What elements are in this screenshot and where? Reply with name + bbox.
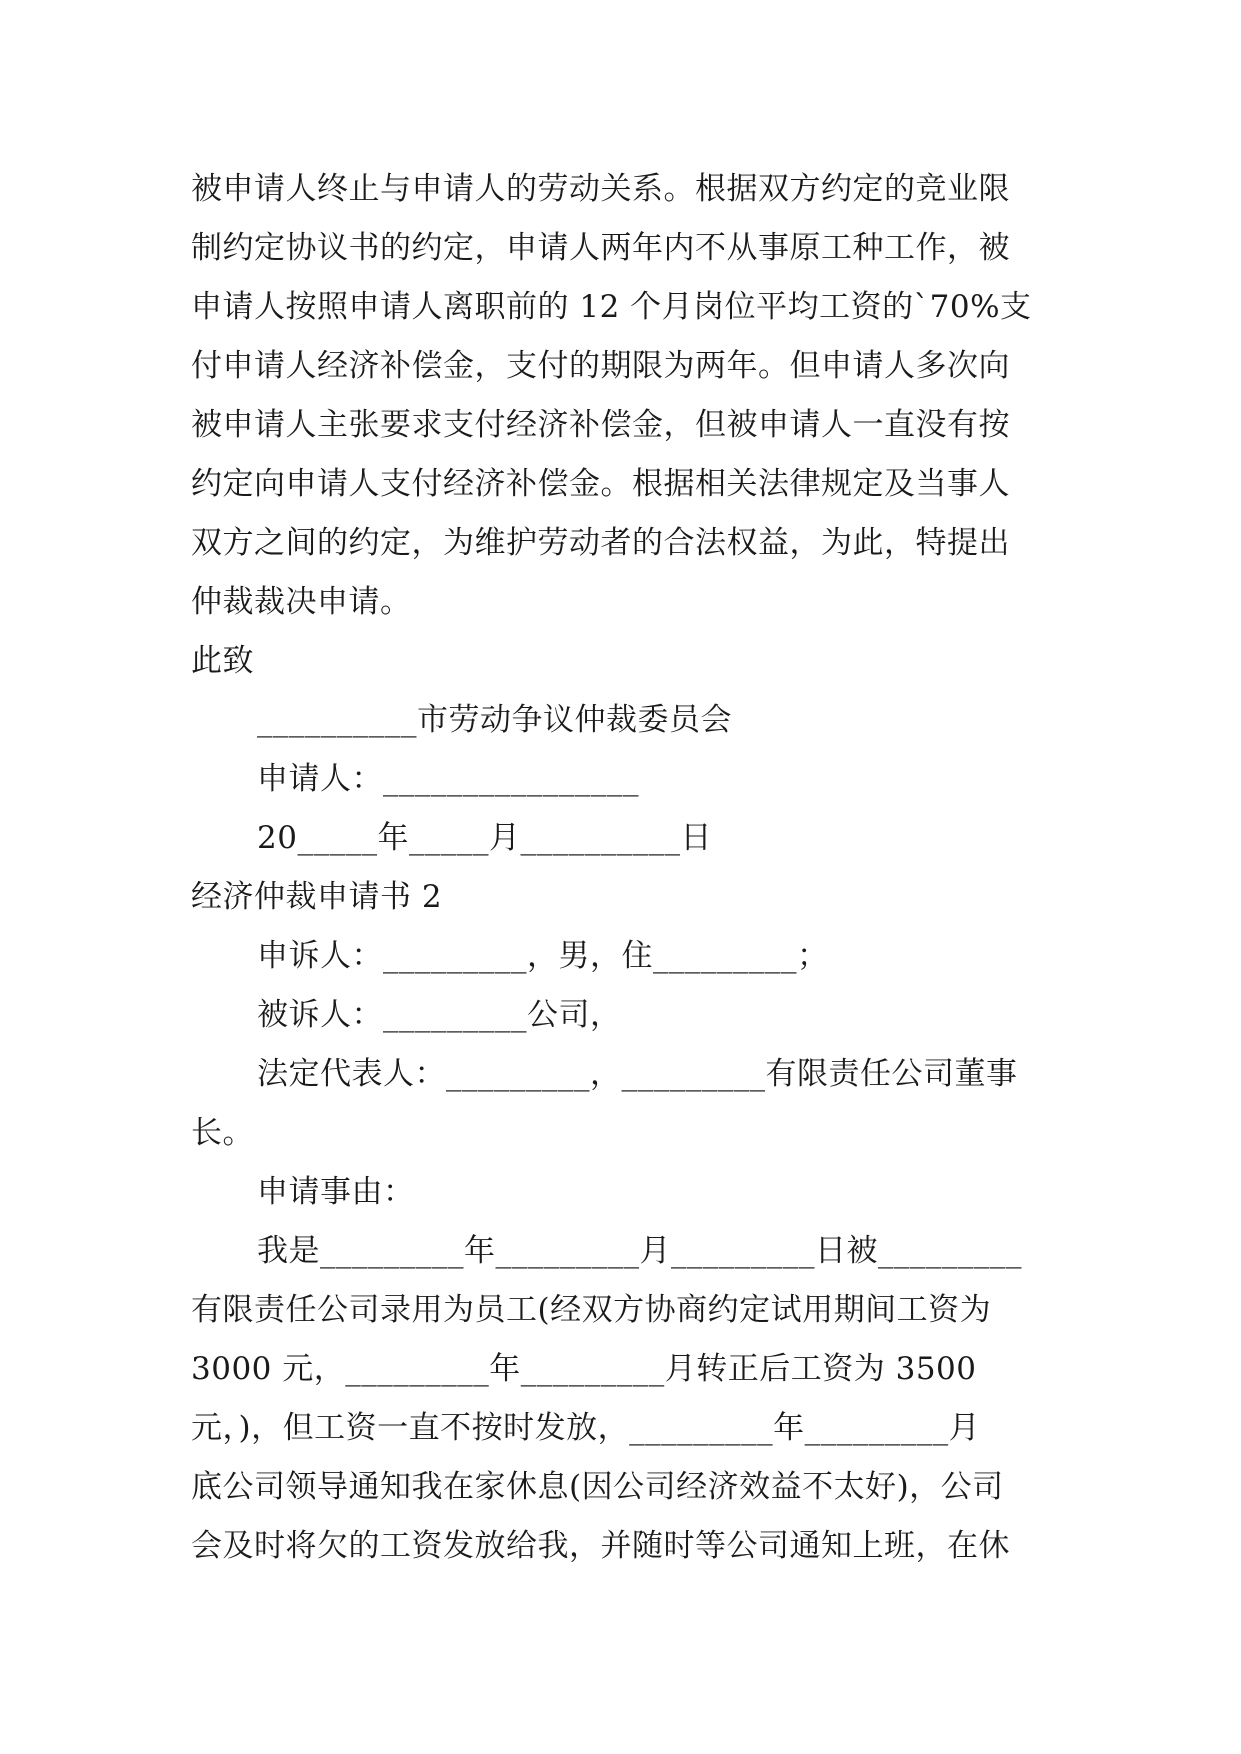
paragraph-line: 制约定协议书的约定，申请人两年内不从事原工种工作，被: [191, 230, 1010, 266]
legal-representative-line: 法定代表人：_________，_________有限责任公司董事: [257, 1056, 1018, 1092]
reason-body-line: 元，)，但工资一直不按时发放，_________年_________月: [191, 1410, 981, 1446]
respondent-line: 被诉人：_________公司，: [257, 997, 622, 1033]
paragraph-line: 申请人按照申请人离职前的 12 个月岗位平均工资的`70%支: [191, 289, 1032, 325]
salutation: 此致: [191, 643, 254, 679]
reason-body-line: 会及时将欠的工资发放给我，并随时等公司通知上班，在休: [191, 1528, 1010, 1564]
reason-body-line: 底公司领导通知我在家休息(因公司经济效益不太好)，公司: [191, 1469, 1004, 1505]
applicant-signature-line: 申请人：________________: [257, 761, 639, 797]
paragraph-line: 约定向申请人支付经济补偿金。根据相关法律规定及当事人: [191, 466, 1010, 502]
document-body: [191, 160, 1059, 1576]
paragraph-line: 付申请人经济补偿金，支付的期限为两年。但申请人多次向: [191, 348, 1010, 384]
paragraph-line: 双方之间的约定，为维护劳动者的合法权益，为此，特提出: [191, 525, 1010, 561]
paragraph-line: 被申请人终止与申请人的劳动关系。根据双方约定的竞业限: [191, 171, 1010, 207]
complainant-line: 申诉人：_________，男，住_________；: [257, 938, 829, 974]
legal-representative-line-continued: 长。: [191, 1115, 254, 1151]
reason-body-line: 有限责任公司录用为员工(经双方协商约定试用期间工资为: [191, 1292, 992, 1328]
reason-heading: 申请事由：: [257, 1174, 415, 1210]
paragraph-line: 被申请人主张要求支付经济补偿金，但被申请人一直没有按: [191, 407, 1010, 443]
reason-body-line: 我是_________年_________月_________日被_________: [257, 1233, 1022, 1269]
date-line: 20_____年_____月__________日: [257, 820, 712, 856]
reason-body-line: 3000 元，_________年_________月转正后工资为 3500: [191, 1351, 977, 1387]
paragraph-line: 仲裁裁决申请。: [191, 584, 412, 620]
committee-line: __________市劳动争议仲裁委员会: [257, 702, 732, 738]
section-title: 经济仲裁申请书 2: [191, 879, 443, 915]
